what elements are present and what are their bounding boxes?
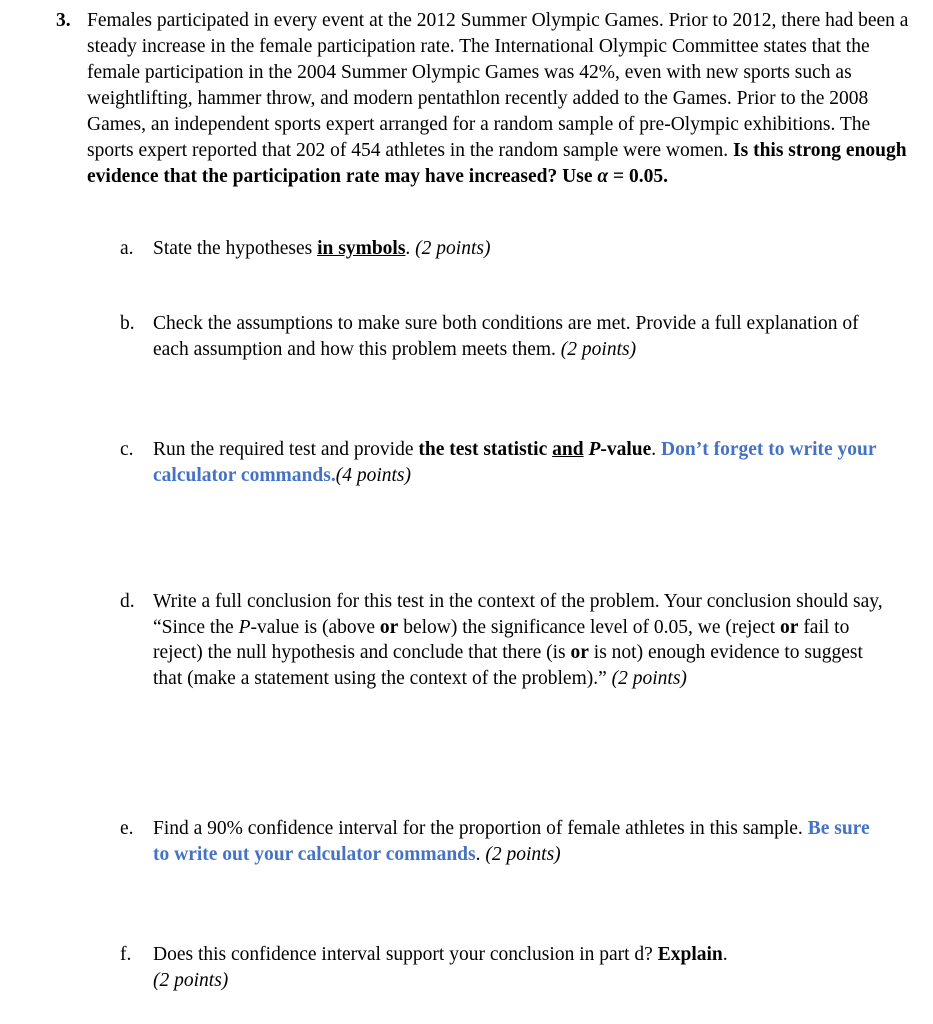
alpha-symbol: α <box>597 166 609 187</box>
problem-number: 3. <box>56 10 71 31</box>
part-a-letter: a. <box>120 238 134 259</box>
part-a-text2: . <box>405 238 411 259</box>
part-d-t4: fail to reject) the null hypothesis and conclude that there (is <box>153 616 850 663</box>
part-d-text <box>153 589 890 691</box>
part-d-p: P <box>238 616 251 638</box>
part-f-text2: . <box>722 944 728 965</box>
part-d-letter: d. <box>120 591 135 612</box>
part-d-t3: below) the significance level of 0.05, we (reject <box>403 616 776 638</box>
part-d-t5: is not) enough evidence to suggest that (make a statement using the context of the problem).” <box>153 642 863 689</box>
part-e-body: Find a 90% confidence interval for the proportion of female athletes in this sample. <box>153 818 803 839</box>
problem-3 <box>56 8 916 190</box>
part-c-bold2: -value <box>600 439 652 460</box>
part-f-points: (2 points) <box>153 969 229 991</box>
part-b-letter: b. <box>120 313 135 334</box>
part-d-t2: -value is (above <box>250 616 376 638</box>
part-f-letter: f. <box>120 944 132 965</box>
part-c-p: P <box>588 439 601 460</box>
part-c <box>120 437 890 488</box>
part-d <box>120 589 890 691</box>
part-b-points: (2 points) <box>560 338 637 360</box>
part-c-text2: . <box>651 439 657 460</box>
part-c-text <box>153 437 890 488</box>
problem-question: Is this strong enough evidence that the participation rate may have increased? Use <box>87 140 907 187</box>
part-a-text1: State the hypotheses <box>153 238 313 259</box>
problem-intro: Females participated in every event at the 2012 Summer Olympic Games. Prior to 2012, there had been a steady increase in the female participation rate. The International Olympic Committee states that the female participation in the 2004 Summer Olympic Games was 42%, even with new sports such as weightlifting, hammer throw, and modern pentathlon recently added to the Games. Prior to the 2008 Games, an independent sports expert arranged for a random sample of pre-Olympic exhibitions. The sports expert reported that 202 of 454 athletes in the random sample were women. <box>87 10 909 161</box>
part-c-blue: Don’t forget to write your calculator commands. <box>153 439 877 486</box>
part-f <box>120 942 890 993</box>
part-d-or2: or <box>780 616 799 638</box>
part-d-or1: or <box>379 616 399 638</box>
part-a-points: (2 points) <box>415 238 491 259</box>
part-b <box>120 311 890 362</box>
part-f-text <box>153 942 890 993</box>
part-c-and: and <box>552 439 584 460</box>
part-e-points: (2 points) <box>485 843 561 865</box>
part-e-text2: . <box>475 843 481 865</box>
part-a <box>120 236 890 262</box>
part-b-text <box>153 311 890 362</box>
part-a-text <box>153 236 890 262</box>
part-e-blue: Be sure to write out your calculator commands <box>153 818 870 865</box>
part-c-letter: c. <box>120 439 134 460</box>
part-f-body: Does this confidence interval support your conclusion in part d? <box>153 944 653 965</box>
part-e <box>120 816 890 867</box>
part-e-text <box>153 816 890 867</box>
part-d-or3: or <box>570 642 589 663</box>
part-b-body: Check the assumptions to make sure both conditions are met. Provide a full explanation of each assumption and how this problem meets them. <box>153 313 859 360</box>
part-a-emph: in symbols <box>317 238 406 259</box>
part-f-bold: Explain <box>657 944 723 965</box>
part-c-points: (4 points) <box>335 464 412 486</box>
alpha-value: = 0.05. <box>613 166 669 187</box>
part-d-points: (2 points) <box>611 667 687 689</box>
part-d-t1: Write a full conclusion for this test in the context of the problem. Your conclusion should say, “Since the <box>153 591 883 638</box>
problem-text <box>87 8 916 190</box>
part-e-letter: e. <box>120 818 134 839</box>
part-c-text1: Run the required test and provide <box>153 439 414 460</box>
part-c-bold1: the test statistic <box>418 439 548 460</box>
